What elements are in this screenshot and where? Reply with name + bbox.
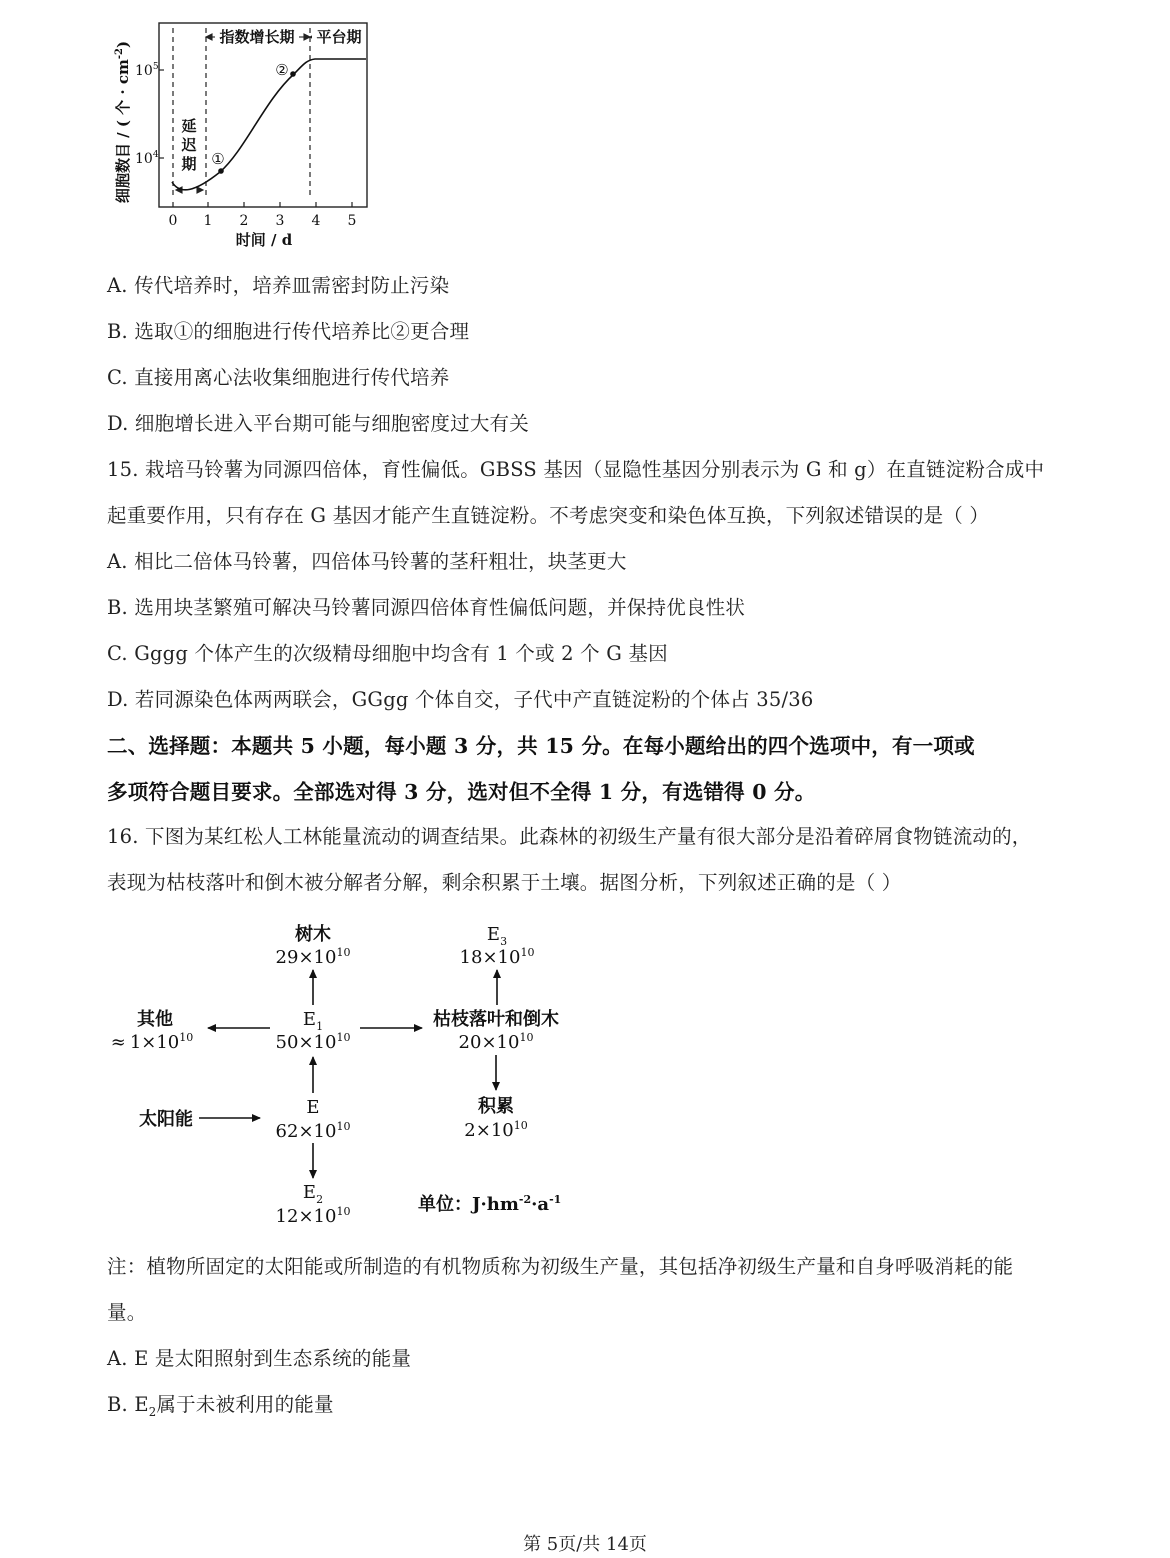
y-tick-label-high: $10^5$ [135, 62, 159, 79]
node-e2-value: $12\times 10^{10}$ [275, 1205, 351, 1227]
q16-stem-line-2: 表现为枯枝落叶和倒木被分解者分解，剩余积累于土壤。据图分析，下列叙述正确的是（ ） [107, 871, 902, 894]
node-sun-label: 太阳能 [139, 1109, 193, 1130]
node-trees-label: 树木 [295, 924, 331, 945]
x-tick-label: 3 [275, 213, 285, 229]
q16-option-b: B. $E_2$属于未被利用的能量 [107, 1393, 334, 1419]
point-1-marker [218, 168, 224, 174]
q15-option-d: D. 若同源染色体两两联会，GGgg 个体自交，子代中产直链淀粉的个体占 35/36 [107, 688, 814, 711]
q14-option-c: C. 直接用离心法收集细胞进行传代培养 [107, 366, 450, 389]
phase-label-lag-1: 延 [181, 117, 197, 135]
q15-stem-line-2: 起重要作用，只有存在 G 基因才能产生直链淀粉。不考虑突变和染色体互换，下列叙述错误的是（ ） [107, 504, 990, 527]
q16-note-line-2: 量。 [107, 1301, 147, 1324]
growth-curve [172, 59, 366, 190]
q14-option-a: A. 传代培养时，培养皿需密封防止污染 [107, 274, 450, 297]
chart-x-axis-label: 时间 / d [235, 231, 293, 249]
q15-option-c: C. Gggg 个体产生的次级精母细胞中均含有 1 个或 2 个 G 基因 [107, 642, 668, 665]
q15-option-a: A. 相比二倍体马铃薯，四倍体马铃薯的茎秆粗壮，块茎更大 [107, 550, 627, 573]
node-e-label: E [306, 1097, 320, 1118]
q14-option-d: D. 细胞增长进入平台期可能与细胞密度过大有关 [107, 412, 529, 435]
q16-note-line-1: 注：植物所固定的太阳能或所制造的有机物质称为初级生产量，其包括净初级生产量和自身呼吸消耗的能 [107, 1255, 1014, 1278]
page-number-footer: 第 5页/共 14页 [523, 1534, 647, 1555]
node-e1-value: $50\times 10^{10}$ [275, 1031, 351, 1053]
node-trees-value: $29\times 10^{10}$ [275, 946, 351, 968]
node-accumulation-label: 积累 [478, 1096, 514, 1117]
phase-label-exponential: 指数增长期 [219, 28, 295, 46]
x-tick-label: 5 [347, 213, 357, 229]
q15-option-b: B. 选用块茎繁殖可解决马铃薯同源四倍体育性偏低问题，并保持优良性状 [107, 596, 746, 619]
chart-frame [159, 23, 367, 207]
node-e-value: $62\times 10^{10}$ [275, 1120, 351, 1142]
node-e3-value: $18\times 10^{10}$ [459, 946, 535, 968]
x-tick-label: 2 [239, 213, 249, 229]
q15-stem-line-1: 15. 栽培马铃薯为同源四倍体，育性偏低。GBSS 基因（显隐性基因分别表示为 G 和 g）在直链淀粉合成中 [107, 458, 1045, 481]
node-e3-label: $E_3$ [486, 924, 508, 948]
point-1-label: ① [211, 150, 225, 168]
point-2-label: ② [275, 61, 289, 79]
x-tick-label: 1 [203, 213, 213, 229]
section2-heading-line-2: 多项符合题目要求。全部选对得 3 分，选对但不全得 1 分，有选错得 0 分。 [107, 780, 816, 804]
x-tick-label: 0 [168, 213, 178, 229]
section2-heading-line-1: 二、选择题：本题共 5 小题，每小题 3 分，共 15 分。在每小题给出的四个选项中，有一项或 [107, 734, 975, 758]
chart-y-axis-label: 细胞数目 / ( 个 · $cm^{-2}$) [114, 40, 132, 204]
x-tick-label: 4 [311, 213, 321, 229]
y-tick-label-low: $10^4$ [135, 150, 159, 167]
node-e1-label: $E_1$ [302, 1009, 324, 1033]
q16-option-a: A. E 是太阳照射到生态系统的能量 [107, 1347, 412, 1370]
energy-flow-diagram [100, 915, 580, 1235]
node-other-value: ≈ $1\times 10^{10}$ [110, 1031, 194, 1053]
node-litter-value: $20\times 10^{10}$ [458, 1031, 534, 1053]
node-litter-label: 枯枝落叶和倒木 [433, 1009, 559, 1030]
q16-stem-line-1: 16. 下图为某红松人工林能量流动的调查结果。此森林的初级生产量有很大部分是沿着碎屑食物链流动的， [107, 825, 1032, 848]
phase-label-plateau: 平台期 [316, 28, 362, 46]
node-e2-label: $E_2$ [302, 1182, 324, 1206]
phase-label-lag-3: 期 [181, 155, 197, 173]
phase-label-lag-2: 迟 [181, 136, 197, 154]
cell-growth-chart [105, 18, 395, 254]
node-other-label: 其他 [137, 1009, 173, 1030]
node-accumulation-value: $2\times 10^{10}$ [464, 1119, 528, 1141]
q14-option-b: B. 选取①的细胞进行传代培养比②更合理 [107, 320, 470, 343]
diagram-unit-label: 单位：$J\cdot hm^{-2}\cdot a^{-1}$ [418, 1193, 562, 1215]
point-2-marker [290, 71, 296, 77]
